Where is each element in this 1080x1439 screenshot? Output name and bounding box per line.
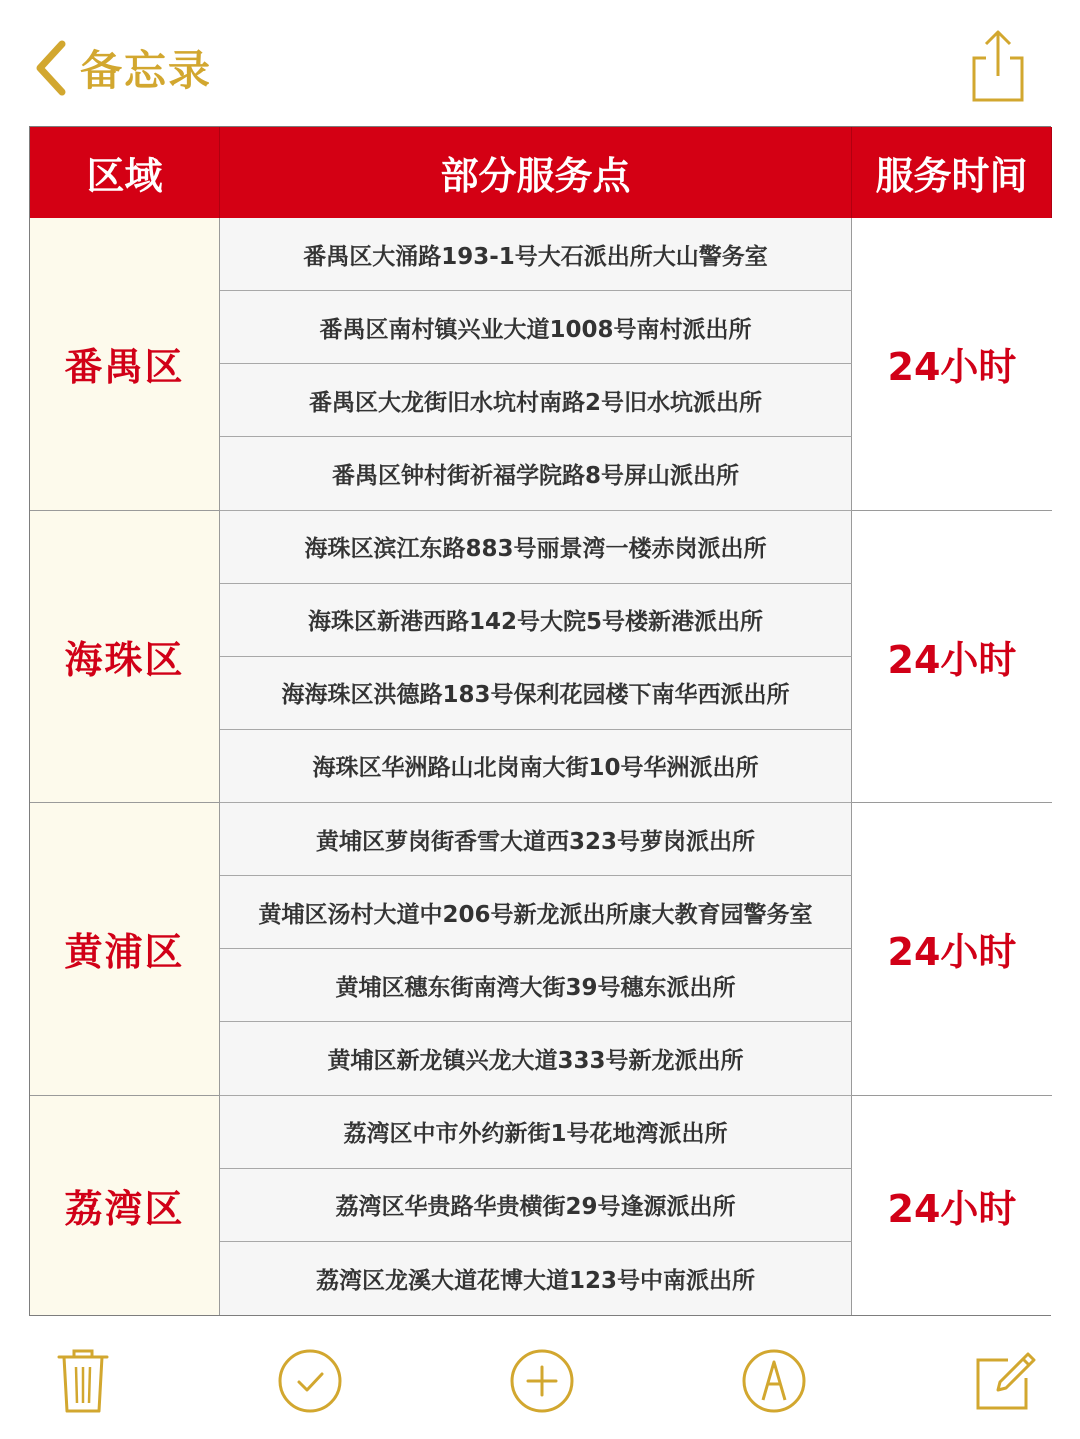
trash-icon — [56, 1347, 110, 1415]
chevron-left-icon — [34, 40, 68, 96]
service-point-cell[interactable]: 番禺区大龙街旧水坑村南路2号旧水坑派出所 — [220, 364, 852, 437]
service-point-cell[interactable]: 荔湾区中市外约新街1号花地湾派出所 — [220, 1096, 852, 1169]
back-button[interactable] — [34, 36, 212, 100]
region-cell: 番禺区 — [30, 218, 220, 511]
checklist-button[interactable] — [275, 1346, 345, 1416]
add-icon — [509, 1348, 575, 1414]
service-point-cell[interactable]: 黄埔区新龙镇兴龙大道333号新龙派出所 — [220, 1022, 852, 1095]
share-icon — [966, 28, 1030, 104]
service-point-cell[interactable]: 海海珠区洪德路183号保利花园楼下南华西派出所 — [220, 657, 852, 730]
markup-icon — [741, 1348, 807, 1414]
service-point-cell[interactable]: 荔湾区龙溪大道花博大道123号中南派出所 — [220, 1242, 852, 1315]
bottom-toolbar — [0, 1320, 1080, 1439]
checklist-icon — [277, 1348, 343, 1414]
region-cell: 荔湾区 — [30, 1096, 220, 1315]
top-bar — [0, 0, 1080, 126]
header-service-hours: 服务时间 — [852, 127, 1052, 218]
back-label: 备忘录 — [80, 46, 213, 95]
service-point-cell[interactable]: 黄埔区穗东街南湾大街39号穗东派出所 — [220, 949, 852, 1022]
header-service-points: 部分服务点 — [220, 127, 852, 218]
service-hours-cell: 24小时 — [852, 803, 1052, 1096]
service-point-cell[interactable]: 黄埔区汤村大道中206号新龙派出所康大教育园警务室 — [220, 876, 852, 949]
service-point-cell[interactable]: 番禺区南村镇兴业大道1008号南村派出所 — [220, 291, 852, 364]
service-point-cell[interactable]: 海珠区新港西路142号大院5号楼新港派出所 — [220, 584, 852, 657]
service-point-cell[interactable]: 荔湾区华贵路华贵横街29号逢源派出所 — [220, 1169, 852, 1242]
delete-button[interactable] — [48, 1346, 118, 1416]
service-hours-cell: 24小时 — [852, 511, 1052, 804]
service-point-cell[interactable]: 番禺区大涌路193-1号大石派出所大山警务室 — [220, 218, 852, 291]
add-button[interactable] — [507, 1346, 577, 1416]
compose-button[interactable] — [970, 1346, 1040, 1416]
compose-icon — [972, 1348, 1038, 1414]
service-point-cell[interactable]: 番禺区钟村街祈福学院路8号屏山派出所 — [220, 437, 852, 510]
region-cell: 黄浦区 — [30, 803, 220, 1096]
service-hours-cell: 24小时 — [852, 1096, 1052, 1315]
service-points-table — [29, 126, 1051, 1316]
service-point-cell[interactable]: 海珠区华洲路山北岗南大街10号华洲派出所 — [220, 730, 852, 803]
region-cell: 海珠区 — [30, 511, 220, 804]
service-point-cell[interactable]: 黄埔区萝岗街香雪大道西323号萝岗派出所 — [220, 803, 852, 876]
header-region: 区域 — [30, 127, 220, 218]
service-point-cell[interactable]: 海珠区滨江东路883号丽景湾一楼赤岗派出所 — [220, 511, 852, 584]
markup-button[interactable] — [739, 1346, 809, 1416]
share-button[interactable] — [966, 28, 1030, 104]
service-hours-cell: 24小时 — [852, 218, 1052, 511]
